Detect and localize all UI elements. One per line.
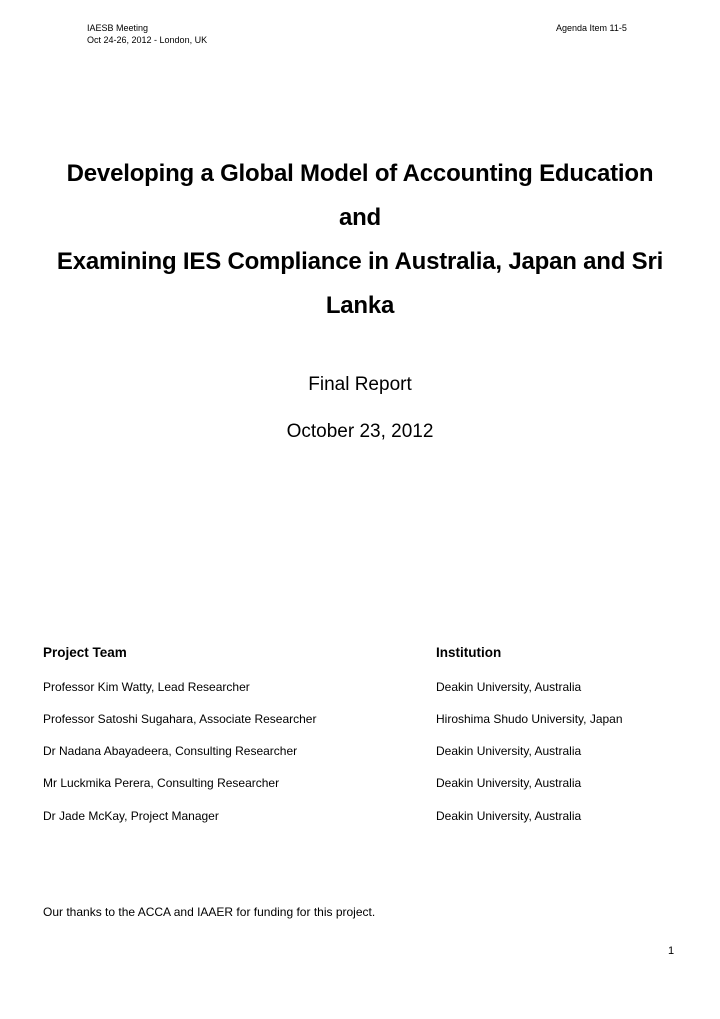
team-member: Dr Jade McKay, Project Manager — [43, 809, 219, 823]
title-line-3: Examining IES Compliance in Australia, Japan and Sri — [56, 248, 664, 275]
acknowledgement: Our thanks to the ACCA and IAAER for funding for this project. — [43, 905, 376, 919]
team-institution: Deakin University, Australia — [436, 744, 582, 758]
team-institution: Deakin University, Australia — [436, 680, 582, 694]
header-agenda-item: Agenda Item 11-5 — [556, 23, 627, 33]
title-line-4: Lanka — [325, 292, 395, 319]
header-dates: Oct 24-26, 2012 - London, UK — [87, 35, 208, 45]
report-date: October 23, 2012 — [286, 421, 434, 442]
team-member: Dr Nadana Abayadeera, Consulting Researcher — [43, 744, 298, 758]
team-institution: Hiroshima Shudo University, Japan — [436, 712, 623, 726]
header-meeting: IAESB Meeting — [87, 23, 149, 33]
report-type: Final Report — [308, 374, 412, 395]
institution-column-header: Institution — [436, 645, 502, 660]
team-member: Mr Luckmika Perera, Consulting Researcher — [43, 776, 280, 790]
title-line-2: and — [338, 204, 382, 231]
page-number: 1 — [668, 945, 675, 957]
team-member: Professor Satoshi Sugahara, Associate Researcher — [43, 712, 317, 726]
document-title — [30, 152, 690, 328]
team-column-header: Project Team — [43, 645, 127, 660]
team-institution: Deakin University, Australia — [436, 809, 582, 823]
team-member: Professor Kim Watty, Lead Researcher — [43, 680, 250, 694]
header-meeting-info — [87, 22, 207, 46]
title-line-1: Developing a Global Model of Accounting Education — [66, 160, 654, 187]
team-institution: Deakin University, Australia — [436, 776, 582, 790]
